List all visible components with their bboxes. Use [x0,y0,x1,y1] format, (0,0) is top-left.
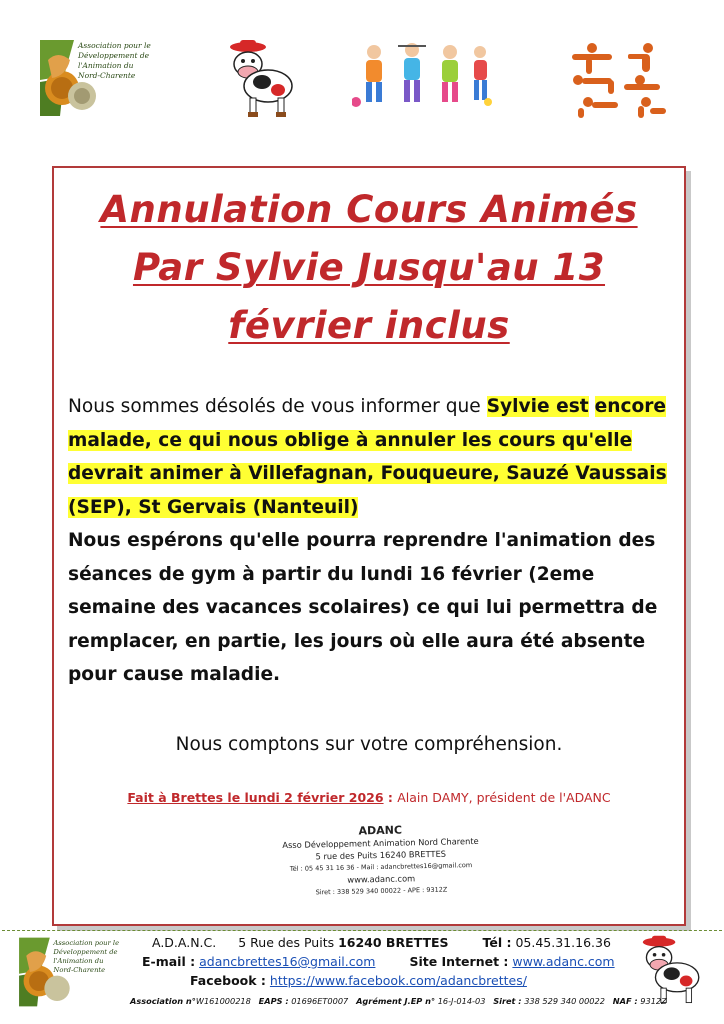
stamp-name: ADANC [358,823,403,838]
signed-date: Fait à Brettes le lundi 2 février 2026 [127,790,384,805]
svg-text:Développement de: Développement de [53,947,118,956]
notice-body [68,390,674,692]
para1-intro: Nous sommes désolés de vous informer que [68,396,487,417]
stamp-line-4: www.adanc.com [347,873,416,885]
footer-facebook-line [190,973,527,988]
stamp-line-2: 5 rue des Puits 16240 BRETTES [315,848,447,862]
footer-tel: 05.45.31.16.36 [511,935,611,950]
footer-tel-label: Tél : [482,935,512,950]
notice-title-line-2: Par Sylvie Jusqu'au 13 [132,246,606,289]
svg-text:Nord-Charente: Nord-Charente [53,966,106,974]
signed-separator: : [383,790,398,805]
notice-box [52,166,686,926]
para1-highlight-rest: , ce qui nous oblige à annuler les cours qu'elle devrait animer à Villefagnan, Fouqueure, Sauzé Vaussais (SEP), St Gervais (Nanteuil) [68,429,667,518]
thanks-line: Nous comptons sur votre compréhension. [175,734,563,755]
reg-siret-label: Siret : [493,996,522,1006]
svg-text:Nord-Charente: Nord-Charente [78,71,136,80]
cow-mascot-icon [218,38,300,120]
notice-title-line-1: Annulation Cours Animés [100,188,638,231]
para1-highlight-1: Sylvie est [486,396,589,417]
footer-address-line [152,935,611,950]
notice-title-line-3: février inclus [228,304,510,347]
reg-agrement-label: Agrément J.EP n° [356,996,436,1006]
footer-facebook-link[interactable]: https://www.facebook.com/adancbrettes/ [269,973,527,988]
footer-site-link[interactable]: www.adanc.com [512,954,615,969]
association-logo-footer-icon [12,934,122,1010]
footer-contact-line [142,954,615,969]
svg-text:Développement de: Développement de [78,51,150,60]
signature-line [54,790,684,805]
footer-email-link[interactable]: adancbrettes16@gmail.com [199,954,376,969]
reg-eaps: 01696ET0007 [291,996,349,1006]
footer-facebook-label: Facebook : [190,973,266,988]
footer-email-label: E-mail : [142,954,196,969]
svg-text:Association pour le: Association pour le [78,41,151,50]
para1-highlight-2: encore malade [68,396,667,451]
footer-separator [2,930,722,931]
footer-address-city: 16240 BRETTES [338,935,449,950]
stamp-line-5: Siret : 338 529 340 00022 - APE : 9312Z [315,885,448,897]
svg-text:l'Animation du: l'Animation du [78,61,134,70]
association-stamp [265,814,497,919]
reg-assoc-label: Association n° [130,996,196,1006]
reg-eaps-label: EAPS : [258,996,289,1006]
gym-figures-icon [352,40,492,110]
footer-org: A.D.A.N.C. [152,935,217,950]
footer-registration-line [130,996,667,1006]
signed-by: Alain DAMY, président de l'ADANC [397,790,611,805]
svg-text:l'Animation du: l'Animation du [53,956,104,965]
footer-address: 5 Rue des Puits [238,935,339,950]
reg-siret: 338 529 340 00022 [524,996,605,1006]
reg-naf-label: NAF : [612,996,638,1006]
footer-site-label: Site Internet : [409,954,509,969]
fitness-figures-icon [568,40,672,120]
association-logo-icon [34,36,152,120]
stamp-line-3: Tél : 05 45 31 16 36 - Mail : adancbrettes16@gmail.com [289,861,473,873]
reg-assoc: W161000218 [195,996,251,1006]
svg-text:Association pour le: Association pour le [53,938,120,947]
reg-naf: 9312Z [640,996,667,1006]
stamp-line-1: Asso Développement Animation Nord Charente [282,835,479,851]
para2: Nous espérons qu'elle pourra reprendre l'animation des séances de gym à partir du lundi 16 février (2eme semaine des vacances scolaires) ce qui lui permettra de remplacer, en partie, les jours où elle aura été absente pour cause maladie. [68,530,658,685]
reg-agrement: 16-J-014-03 [437,996,486,1006]
